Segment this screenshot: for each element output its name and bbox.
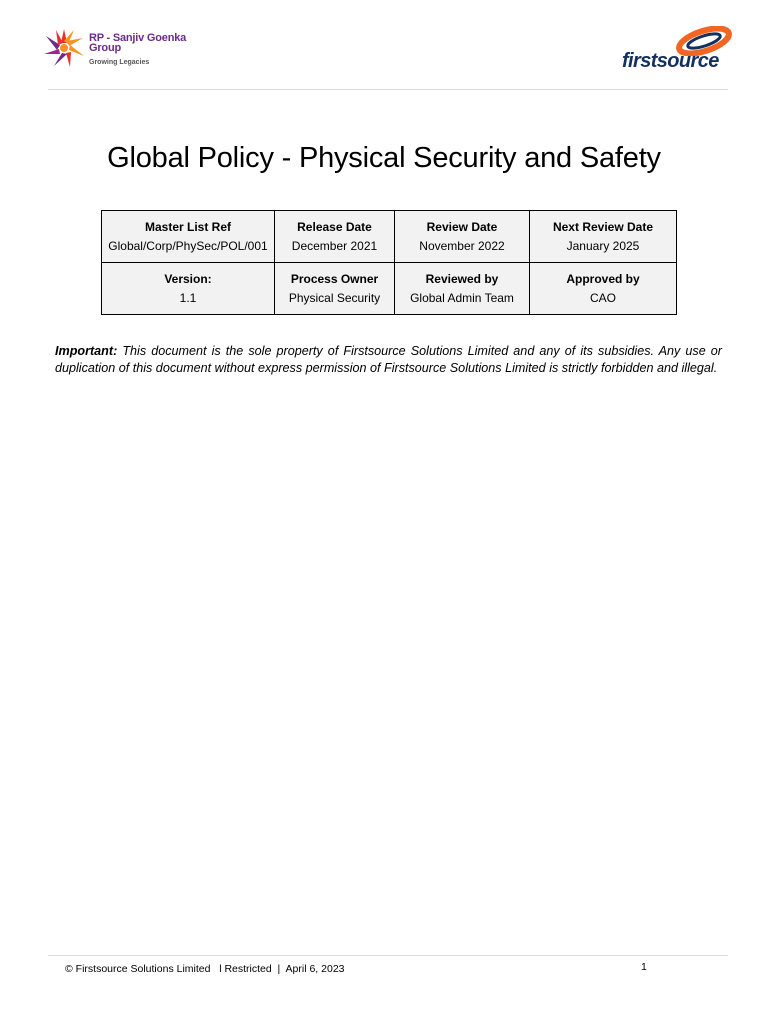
table-cell-process-owner <box>275 263 395 315</box>
cell-value: 1.1 <box>179 290 197 305</box>
cell-label: Release Date <box>297 219 372 234</box>
footer-divider <box>48 955 728 956</box>
page-number: 1 <box>641 961 647 973</box>
footer-text: © Firstsource Solutions Limited l Restricted | April 6, 2023 <box>65 963 345 975</box>
table-row <box>102 211 677 263</box>
cell-value: November 2022 <box>419 238 505 253</box>
cell-value: Global/Corp/PhySec/POL/001 <box>108 238 268 253</box>
document-metadata-table <box>101 210 677 315</box>
table-row <box>102 263 677 315</box>
cell-label: Review Date <box>426 219 498 234</box>
cell-label: Version: <box>164 271 212 286</box>
table-cell-next-review-date <box>530 211 677 263</box>
notice-label: Important: <box>55 343 118 358</box>
cell-label: Reviewed by <box>425 271 499 286</box>
cell-label: Next Review Date <box>552 219 654 234</box>
table-cell-master-list-ref <box>102 211 275 263</box>
table-cell-version <box>102 263 275 315</box>
starburst-icon <box>42 28 86 68</box>
table-cell-review-date <box>395 211 530 263</box>
cell-label: Process Owner <box>290 271 379 286</box>
cell-label: Master List Ref <box>144 219 232 234</box>
notice-text: This document is the sole property of Firstsource Solutions Limited and any of its subsidies. Any use or duplication of this document without express permission of Firstsource Solutions Limited is strictly forbidden and illegal. <box>55 343 722 376</box>
table-cell-approved-by <box>530 263 677 315</box>
rp-logo-tagline: Growing Legacies <box>89 59 150 66</box>
cell-value: December 2021 <box>291 238 378 253</box>
table-cell-release-date <box>275 211 395 263</box>
header-divider <box>48 89 728 90</box>
firstsource-logo <box>620 26 736 74</box>
cell-value: CAO <box>589 290 616 305</box>
cell-value: Global Admin Team <box>410 290 514 305</box>
rp-sanjiv-goenka-logo <box>42 28 202 72</box>
cell-value: Physical Security <box>288 290 381 305</box>
page-title: Global Policy - Physical Security and Safety <box>107 142 661 174</box>
firstsource-wordmark: firstsource <box>622 50 719 72</box>
important-notice <box>55 343 722 378</box>
cell-value: January 2025 <box>566 238 640 253</box>
cell-label: Approved by <box>566 271 640 286</box>
rp-logo-name: RP - Sanjiv Goenka Group <box>89 32 187 54</box>
table-cell-reviewed-by <box>395 263 530 315</box>
